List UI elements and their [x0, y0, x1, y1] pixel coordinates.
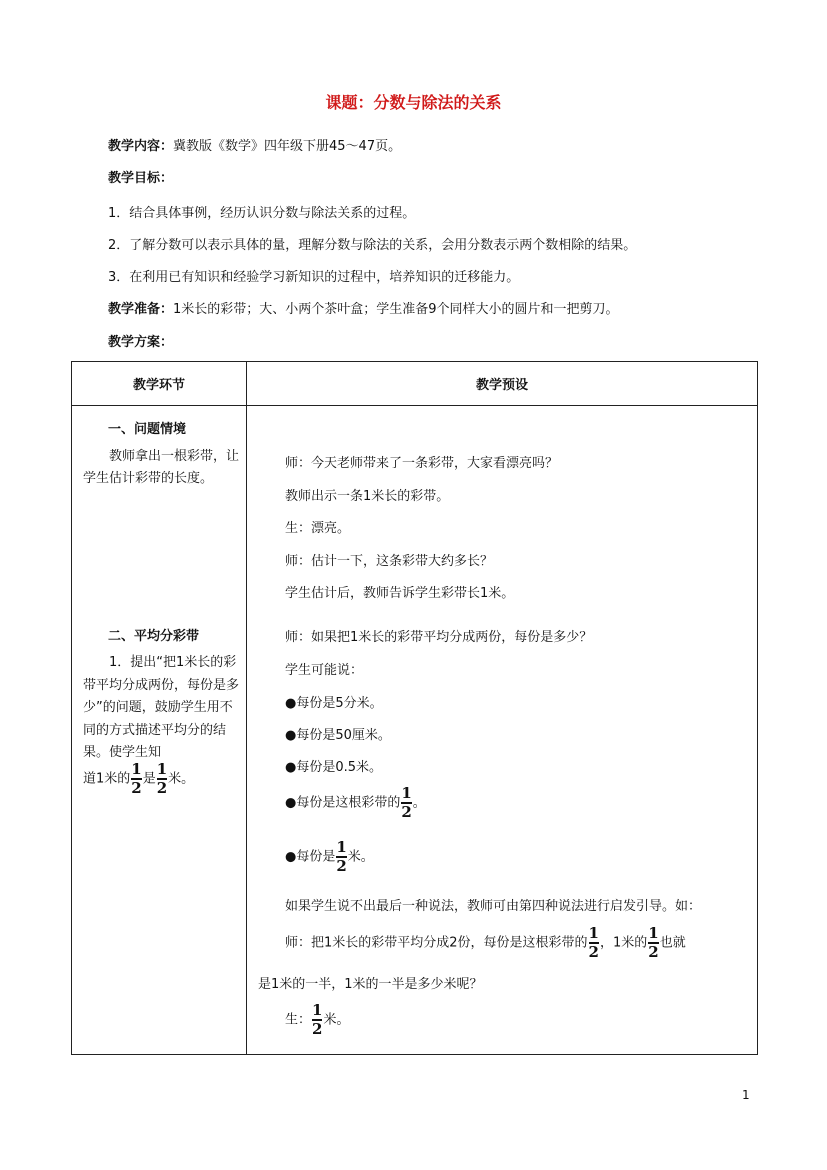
content-text: 冀教版《数学》四年级下册45～47页。	[173, 139, 402, 154]
table-header-left: 教学环节	[72, 362, 247, 406]
teacher-line-cont: 是1米的一半，1米的一半是多少米呢？	[258, 977, 483, 992]
stage-column	[72, 406, 247, 1055]
teacher-line: 师：把1米长的彩带平均分成2份，每份是这根彩带的 $\frac{1}{2}$ ，1米的 $\frac{1}{2}$ 也就	[285, 924, 686, 961]
fraction-one-half: $\frac{1}{2}$	[131, 760, 142, 797]
dialog-line: 学生可能说：	[285, 663, 364, 678]
goals-label: 教学目标：	[108, 171, 174, 186]
bullet-item: ●每份是50厘米。	[285, 728, 391, 743]
page-number: 1	[742, 1088, 750, 1102]
page-title: 课题：分数与除法的关系	[325, 93, 502, 112]
bullet-item: ●每份是这根彩带的 $\frac{1}{2}$ 。	[285, 784, 426, 821]
fraction-one-half: $\frac{1}{2}$	[401, 784, 412, 821]
dialog-line: 师：估计一下，这条彩带大约多长？	[285, 554, 494, 569]
fraction-one-half: $\frac{1}{2}$	[588, 924, 599, 961]
plan-label: 教学方案：	[108, 335, 174, 350]
goal-item-3: 3．在利用已有知识和经验学习新知识的过程中，培养知识的迁移能力。	[108, 270, 520, 285]
preset-column	[247, 406, 758, 1055]
goal-item-1: 1．结合具体事例，经历认识分数与除法关系的过程。	[108, 206, 416, 221]
content-label: 教学内容：	[108, 139, 174, 154]
fraction-one-half: $\frac{1}{2}$	[312, 1001, 323, 1038]
bullet-item: ●每份是 $\frac{1}{2}$ 米。	[285, 838, 374, 875]
prep-text: 1米长的彩带；大、小两个茶叶盒；学生准备9个同样大小的圆片和一把剪刀。	[173, 302, 619, 317]
table-header-right: 教学预设	[247, 362, 758, 406]
section-1-title: 一、问题情境	[108, 422, 187, 437]
bullet-item: ●每份是0.5米。	[285, 760, 383, 775]
dialog-line: 学生估计后，教师告诉学生彩带长1米。	[285, 586, 515, 601]
dialog-line: 教师出示一条1米长的彩带。	[285, 489, 450, 504]
bullet-item: ●每份是5分米。	[285, 696, 383, 711]
fraction-one-half: $\frac{1}{2}$	[336, 838, 347, 875]
goal-item-2: 2．了解分数可以表示具体的量，理解分数与除法的关系，会用分数表示两个数相除的结果。	[108, 238, 637, 253]
student-line: 生： $\frac{1}{2}$ 米。	[285, 1001, 350, 1038]
fraction-one-half: $\frac{1}{2}$	[156, 760, 168, 797]
prep-label: 教学准备：	[108, 302, 174, 317]
dialog-line: 师：今天老师带来了一条彩带，大家看漂亮吗？	[285, 456, 559, 471]
lesson-plan-table	[71, 361, 758, 1055]
section-1-desc: 教师拿出一根彩带，让学生估计彩带的长度。	[83, 449, 240, 486]
dialog-line: 生：漂亮。	[285, 521, 351, 536]
prep-line	[108, 298, 619, 317]
fraction-one-half: $\frac{1}{2}$	[648, 924, 659, 961]
guide-line: 如果学生说不出最后一种说法，教师可由第四种说法进行启发引导。如：	[285, 899, 702, 914]
dialog-line: 师：如果把1米长的彩带平均分成两份，每份是多少？	[285, 630, 593, 645]
section-2-desc-end: 道1米的 $\frac{1}{2}$ 是 $\frac{1}{2}$ 米。	[83, 760, 195, 797]
section-2-desc: 1．提出“把1米长的彩带平均分成两份，每份是多少”的问题，鼓励学生用不同的方式描述平均分的结果。使学生知	[83, 655, 240, 760]
content-line	[108, 135, 401, 154]
section-2-title: 二、平均分彩带	[108, 629, 200, 644]
